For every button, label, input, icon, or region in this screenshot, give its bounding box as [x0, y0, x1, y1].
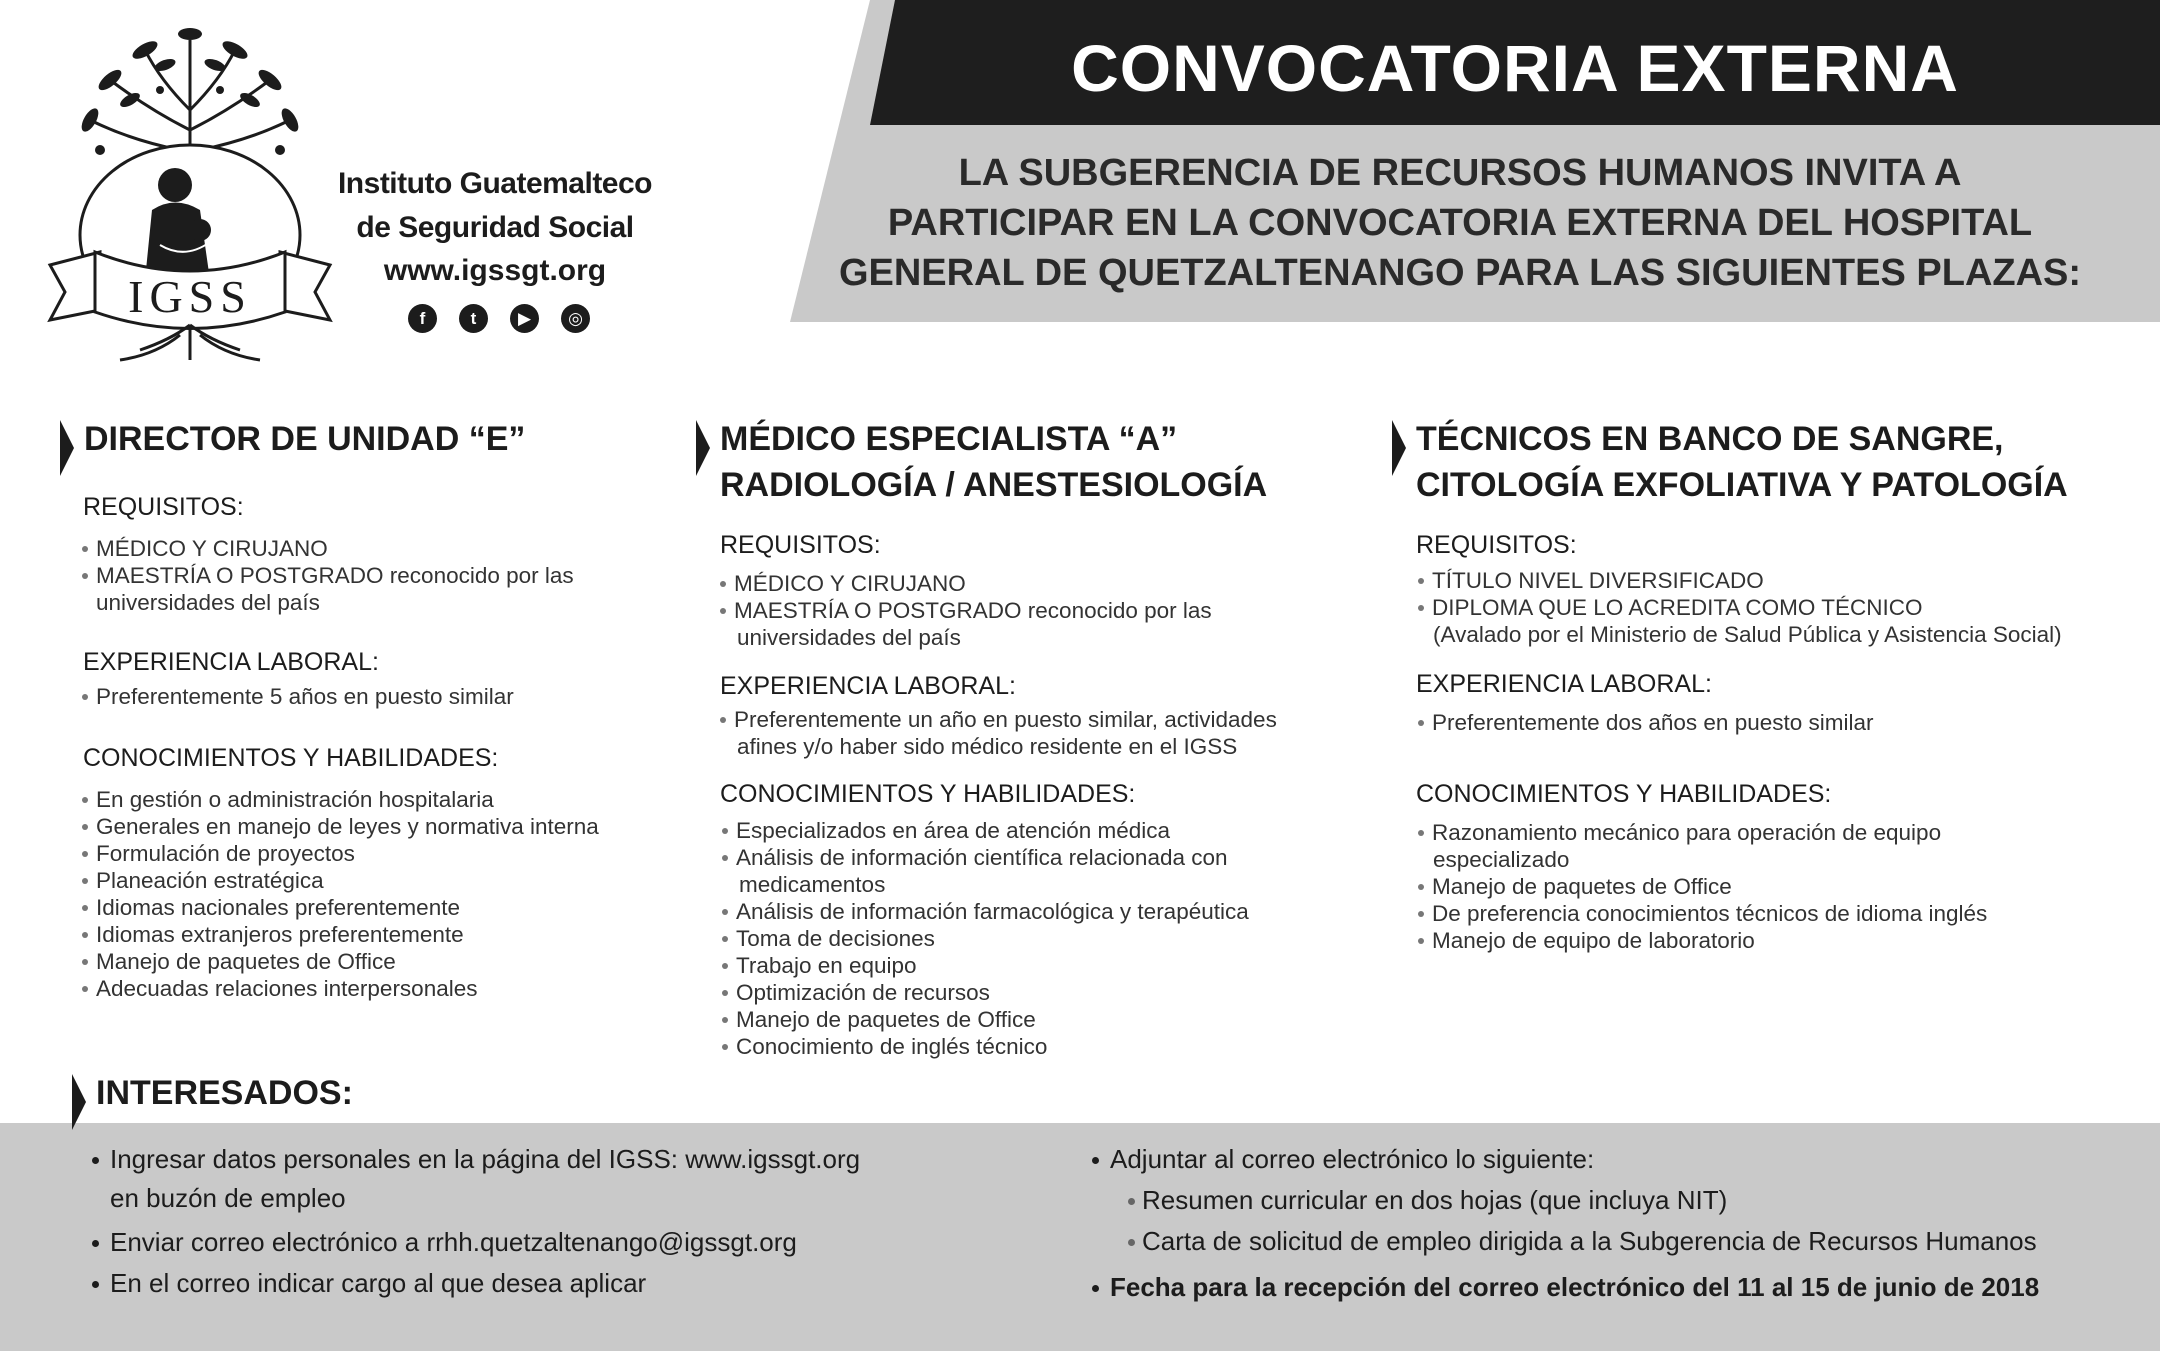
list-item-continuation: universidades del país — [737, 625, 961, 650]
list-item: En gestión o administración hospitalaria — [80, 786, 599, 813]
list-item: Preferentemente un año en puesto similar, actividades — [718, 706, 1277, 733]
list-item-continuation: especializado — [1433, 847, 1570, 872]
svg-text:IGSS: IGSS — [128, 271, 252, 322]
list-item: Análisis de información científica relacionada con — [720, 844, 1228, 871]
list-sub-item: Carta de solicitud de empleo dirigida a la Subgerencia de Recursos Humanos — [1092, 1221, 2037, 1262]
list-item: MÉDICO Y CIRUJANO — [80, 535, 574, 562]
institution-name-line: Instituto Guatemalteco — [337, 167, 653, 200]
column-1-heading — [60, 416, 525, 462]
list-item: Ingresar datos personales en la página del IGSS: www.igssgt.org — [92, 1139, 860, 1180]
interesados-left-list — [92, 1139, 860, 1180]
experiencia-list — [1416, 709, 1874, 736]
social-icons — [408, 304, 590, 334]
page-subtitle — [810, 148, 2110, 298]
column-2-heading — [696, 416, 1267, 508]
list-sub-item: Resumen curricular en dos hojas (que incluya NIT) — [1092, 1180, 2037, 1221]
interesados-heading — [72, 1070, 353, 1116]
twitter-icon[interactable]: t — [459, 304, 488, 333]
institution-name — [320, 162, 670, 250]
institution-name-line: de Seguridad Social — [356, 211, 634, 244]
heading-line: MÉDICO ESPECIALISTA “A” — [720, 420, 1178, 458]
list-item: Especializados en área de atención médica — [720, 817, 1228, 844]
heading-line: CITOLOGÍA EXFOLIATIVA Y PATOLOGÍA — [1416, 466, 2068, 504]
arrow-marker-icon — [60, 420, 74, 476]
conocimientos-list — [1416, 819, 1941, 846]
arrow-marker-icon — [72, 1074, 86, 1130]
page-title: CONVOCATORIA EXTERNA — [1071, 31, 1959, 105]
list-item-continuation: medicamentos — [739, 872, 886, 897]
requisitos-title: REQUISITOS: — [83, 493, 244, 521]
experiencia-title: EXPERIENCIA LABORAL: — [1416, 670, 1712, 698]
interesados-left-list-cont — [92, 1222, 797, 1304]
subtitle-line: GENERAL DE QUETZALTENANGO PARA LAS SIGUIENTES PLAZAS: — [838, 252, 2082, 294]
list-item: Manejo de paquetes de Office — [80, 948, 599, 975]
list-item: MAESTRÍA O POSTGRADO reconocido por las — [718, 597, 1212, 624]
requisitos-title: REQUISITOS: — [720, 531, 881, 559]
list-item: Formulación de proyectos — [80, 840, 599, 867]
requisitos-list — [80, 535, 574, 589]
list-item: Idiomas extranjeros preferentemente — [80, 921, 599, 948]
arrow-marker-icon — [1392, 420, 1406, 476]
list-item: Generales en manejo de leyes y normativa interna — [80, 813, 599, 840]
list-item-continuation: (Avalado por el Ministerio de Salud Pública y Asistencia Social) — [1433, 622, 2062, 647]
list-item: Conocimiento de inglés técnico — [720, 1033, 1249, 1060]
list-item: TÍTULO NIVEL DIVERSIFICADO — [1416, 567, 1923, 594]
list-item: MÉDICO Y CIRUJANO — [718, 570, 1212, 597]
list-item: Manejo de equipo de laboratorio — [1416, 927, 1987, 954]
list-item-continuation: universidades del país — [96, 590, 320, 615]
list-item: MAESTRÍA O POSTGRADO reconocido por las — [80, 562, 574, 589]
facebook-icon[interactable]: f — [408, 304, 437, 333]
conocimientos-list-cont — [1416, 873, 1987, 954]
experiencia-title: EXPERIENCIA LABORAL: — [83, 648, 379, 676]
requisitos-title: REQUISITOS: — [1416, 531, 1577, 559]
conocimientos-list — [720, 817, 1228, 871]
list-item: Preferentemente dos años en puesto similar — [1416, 709, 1874, 736]
experiencia-list — [718, 706, 1277, 733]
subtitle-line: PARTICIPAR EN LA CONVOCATORIA EXTERNA DEL HOSPITAL — [887, 202, 2033, 244]
list-item: Manejo de paquetes de Office — [720, 1006, 1249, 1033]
conocimientos-title: CONOCIMIENTOS Y HABILIDADES: — [1416, 780, 1832, 808]
list-item: Optimización de recursos — [720, 979, 1249, 1006]
list-item: Razonamiento mecánico para operación de equipo — [1416, 819, 1941, 846]
igss-logo — [40, 20, 340, 370]
arrow-marker-icon — [696, 420, 710, 476]
conocimientos-list-cont — [720, 898, 1249, 1060]
requisitos-list — [718, 570, 1212, 624]
list-item-continuation: en buzón de empleo — [110, 1183, 346, 1213]
tree-mother-emblem-icon — [40, 20, 340, 370]
list-item-continuation: afines y/o haber sido médico residente en el IGSS — [737, 734, 1238, 759]
heading-line: TÉCNICOS EN BANCO DE SANGRE, — [1416, 420, 2004, 458]
instagram-icon[interactable]: ◎ — [561, 304, 590, 333]
experiencia-list — [80, 683, 514, 710]
list-item: DIPLOMA QUE LO ACREDITA COMO TÉCNICO — [1416, 594, 1923, 621]
conocimientos-title: CONOCIMIENTOS Y HABILIDADES: — [83, 744, 499, 772]
experiencia-title: EXPERIENCIA LABORAL: — [720, 672, 1016, 700]
heading-line: DIRECTOR DE UNIDAD “E” — [84, 420, 526, 458]
heading-line: RADIOLOGÍA / ANESTESIOLOGÍA — [720, 466, 1268, 504]
list-item: Adecuadas relaciones interpersonales — [80, 975, 599, 1002]
youtube-icon[interactable]: ▶ — [510, 304, 539, 333]
list-item: Manejo de paquetes de Office — [1416, 873, 1987, 900]
list-item: Enviar correo electrónico a rrhh.quetzaltenango@igssgt.org — [92, 1222, 797, 1263]
subtitle-line: LA SUBGERENCIA DE RECURSOS HUMANOS INVITA A — [958, 152, 1962, 194]
list-item: Planeación estratégica — [80, 867, 599, 894]
list-item: Toma de decisiones — [720, 925, 1249, 952]
list-item: En el correo indicar cargo al que desea aplicar — [92, 1263, 797, 1304]
column-3-heading — [1392, 416, 2068, 508]
requisitos-list — [1416, 567, 1923, 621]
list-item: Trabajo en equipo — [720, 952, 1249, 979]
deadline-list — [1092, 1267, 2039, 1308]
list-item: Preferentemente 5 años en puesto similar — [80, 683, 514, 710]
institution-url[interactable]: www.igssgt.org — [383, 254, 607, 287]
list-item: Análisis de información farmacológica y terapéutica — [720, 898, 1249, 925]
list-item: De preferencia conocimientos técnicos de idioma inglés — [1416, 900, 1987, 927]
interesados-right-list — [1092, 1139, 2037, 1262]
conocimientos-list — [80, 786, 599, 1002]
deadline-text: Fecha para la recepción del correo electrónico del 11 al 15 de junio de 2018 — [1092, 1267, 2039, 1308]
heading-line: INTERESADOS: — [96, 1074, 353, 1112]
conocimientos-title: CONOCIMIENTOS Y HABILIDADES: — [720, 780, 1136, 808]
list-item: Idiomas nacionales preferentemente — [80, 894, 599, 921]
list-item: Adjuntar al correo electrónico lo siguiente: — [1092, 1139, 2037, 1180]
